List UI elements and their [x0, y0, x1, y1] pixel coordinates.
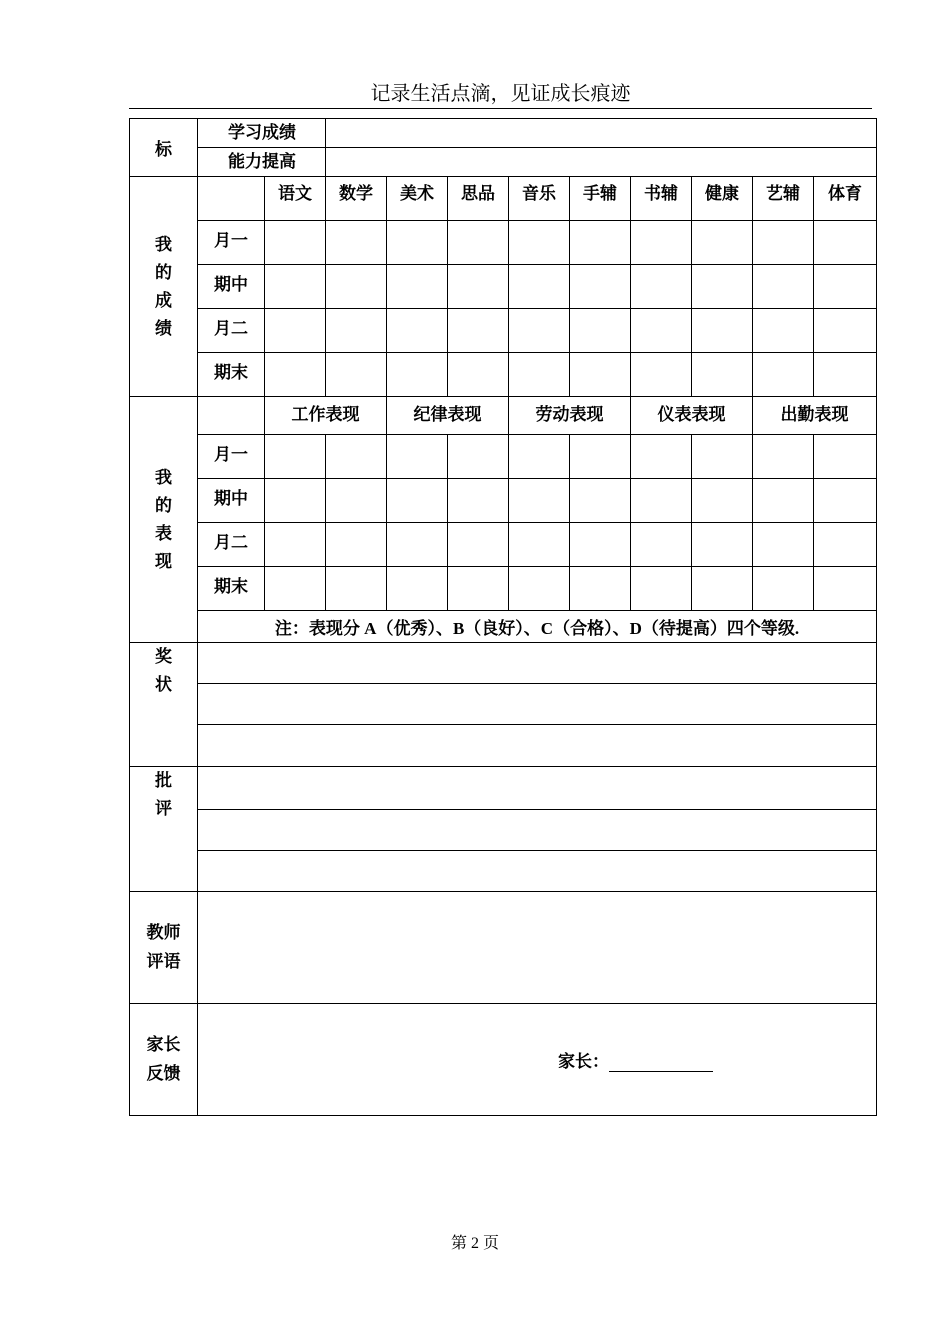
- grade-cell[interactable]: [753, 221, 814, 265]
- performance-cell[interactable]: [326, 523, 387, 567]
- performance-cell[interactable]: [326, 567, 387, 611]
- performance-row: [130, 567, 877, 611]
- performance-row: [130, 523, 877, 567]
- grade-cell[interactable]: [570, 265, 631, 309]
- performance-category-header: 纪律表现: [387, 397, 509, 435]
- performance-row: [130, 479, 877, 523]
- goal-field-study[interactable]: [326, 119, 877, 148]
- grade-cell[interactable]: [814, 265, 877, 309]
- performance-category-header: 劳动表现: [509, 397, 631, 435]
- performance-category-header: 仪表表现: [631, 397, 753, 435]
- performance-cell[interactable]: [387, 479, 448, 523]
- performance-cell[interactable]: [448, 435, 509, 479]
- growth-record-table: [129, 118, 877, 1116]
- subject-header: 健康: [692, 177, 753, 221]
- performance-cell[interactable]: [265, 523, 326, 567]
- grade-cell[interactable]: [326, 265, 387, 309]
- grade-cell[interactable]: [509, 353, 570, 397]
- performance-cell[interactable]: [265, 479, 326, 523]
- performance-cell[interactable]: [570, 523, 631, 567]
- grade-cell[interactable]: [631, 265, 692, 309]
- grade-cell[interactable]: [570, 221, 631, 265]
- subject-header: 体育: [814, 177, 877, 221]
- performance-header-row: [130, 397, 877, 435]
- grade-cell[interactable]: [509, 265, 570, 309]
- grade-row: [130, 265, 877, 309]
- awards-section-label: 奖状: [130, 643, 198, 767]
- grade-cell[interactable]: [692, 265, 753, 309]
- performance-cell[interactable]: [692, 567, 753, 611]
- subject-header: 音乐: [509, 177, 570, 221]
- criticism-line[interactable]: [198, 851, 877, 892]
- parent-signature-label: 家长：: [558, 1052, 609, 1072]
- criticism-row: [130, 810, 877, 851]
- grade-cell[interactable]: [326, 309, 387, 353]
- performance-cell[interactable]: [814, 479, 877, 523]
- grade-cell[interactable]: [265, 353, 326, 397]
- performance-note-row: [130, 611, 877, 643]
- subject-header: 美术: [387, 177, 448, 221]
- grade-cell[interactable]: [387, 265, 448, 309]
- goal-row-study: [130, 119, 877, 148]
- grade-cell[interactable]: [509, 309, 570, 353]
- performance-cell[interactable]: [387, 435, 448, 479]
- performance-row: [130, 435, 877, 479]
- performance-cell[interactable]: [753, 479, 814, 523]
- performance-cell[interactable]: [509, 567, 570, 611]
- awards-line[interactable]: [198, 643, 877, 684]
- goal-field-ability[interactable]: [326, 148, 877, 177]
- grade-cell[interactable]: [387, 221, 448, 265]
- performance-cell[interactable]: [631, 523, 692, 567]
- grade-cell[interactable]: [326, 221, 387, 265]
- goal-row-ability: [130, 148, 877, 177]
- parent-feedback-row: [130, 1004, 877, 1116]
- teacher-comment-field[interactable]: [198, 892, 877, 1004]
- awards-row: [130, 643, 877, 684]
- grade-cell[interactable]: [326, 353, 387, 397]
- grades-corner-cell: [198, 177, 265, 221]
- performance-cell[interactable]: [387, 567, 448, 611]
- awards-row: [130, 684, 877, 725]
- grade-cell[interactable]: [387, 353, 448, 397]
- criticism-line[interactable]: [198, 767, 877, 810]
- performance-cell[interactable]: [509, 523, 570, 567]
- period-label: 期中: [198, 265, 265, 309]
- period-label: 月一: [198, 435, 265, 479]
- period-label: 月二: [198, 523, 265, 567]
- parent-signature-line[interactable]: [609, 1053, 713, 1072]
- grade-cell[interactable]: [265, 265, 326, 309]
- teacher-comment-label: 教师 评语: [130, 892, 198, 1004]
- awards-line[interactable]: [198, 725, 877, 767]
- grade-cell[interactable]: [692, 221, 753, 265]
- grade-cell[interactable]: [692, 353, 753, 397]
- performance-cell[interactable]: [753, 435, 814, 479]
- performance-section-label: 我的表现: [130, 397, 198, 643]
- awards-row: [130, 725, 877, 767]
- grade-cell[interactable]: [265, 309, 326, 353]
- grade-cell[interactable]: [570, 353, 631, 397]
- period-label: 期末: [198, 567, 265, 611]
- performance-cell[interactable]: [753, 523, 814, 567]
- grade-cell[interactable]: [631, 353, 692, 397]
- subject-header: 艺辅: [753, 177, 814, 221]
- period-label: 月一: [198, 221, 265, 265]
- criticism-section-label: 批评: [130, 767, 198, 892]
- grade-cell[interactable]: [265, 221, 326, 265]
- performance-cell[interactable]: [326, 435, 387, 479]
- performance-cell[interactable]: [448, 523, 509, 567]
- performance-cell[interactable]: [387, 523, 448, 567]
- grade-row: [130, 309, 877, 353]
- performance-cell[interactable]: [448, 479, 509, 523]
- period-label: 期末: [198, 353, 265, 397]
- performance-cell[interactable]: [448, 567, 509, 611]
- teacher-comment-row: [130, 892, 877, 1004]
- performance-cell[interactable]: [814, 523, 877, 567]
- performance-cell[interactable]: [631, 479, 692, 523]
- performance-cell[interactable]: [753, 567, 814, 611]
- performance-cell[interactable]: [570, 435, 631, 479]
- page-number: 第 2 页: [450, 1235, 499, 1252]
- subject-header: 数学: [326, 177, 387, 221]
- performance-cell[interactable]: [570, 567, 631, 611]
- performance-cell[interactable]: [631, 567, 692, 611]
- performance-category-header: 出勤表现: [753, 397, 877, 435]
- performance-corner-cell: [198, 397, 265, 435]
- subject-header: 书辅: [631, 177, 692, 221]
- page-title: 记录生活点滴，见证成长痕迹: [370, 81, 631, 105]
- performance-cell[interactable]: [631, 435, 692, 479]
- performance-cell[interactable]: [814, 567, 877, 611]
- grades-header-row: [130, 177, 877, 221]
- criticism-line[interactable]: [198, 810, 877, 851]
- grade-cell[interactable]: [509, 221, 570, 265]
- page-header: [129, 78, 872, 109]
- performance-cell[interactable]: [692, 479, 753, 523]
- goal-section-label: 标: [130, 119, 198, 177]
- performance-cell[interactable]: [326, 479, 387, 523]
- performance-cell[interactable]: [509, 479, 570, 523]
- performance-cell[interactable]: [570, 479, 631, 523]
- grade-cell[interactable]: [387, 309, 448, 353]
- grade-row: [130, 221, 877, 265]
- subject-header: 手辅: [570, 177, 631, 221]
- performance-cell[interactable]: [265, 567, 326, 611]
- goal-label-study: 学习成绩: [198, 119, 326, 148]
- performance-category-header: 工作表现: [265, 397, 387, 435]
- goal-label-ability: 能力提高: [198, 148, 326, 177]
- subject-header: 语文: [265, 177, 326, 221]
- performance-cell[interactable]: [509, 435, 570, 479]
- criticism-row: [130, 851, 877, 892]
- grade-cell[interactable]: [448, 309, 509, 353]
- period-label: 期中: [198, 479, 265, 523]
- subject-header: 思品: [448, 177, 509, 221]
- grade-cell[interactable]: [448, 221, 509, 265]
- criticism-row: [130, 767, 877, 810]
- parent-feedback-label: 家长 反馈: [130, 1004, 198, 1116]
- grade-cell[interactable]: [814, 221, 877, 265]
- period-label: 月二: [198, 309, 265, 353]
- grade-cell[interactable]: [753, 309, 814, 353]
- grade-row: [130, 353, 877, 397]
- grade-cell[interactable]: [448, 353, 509, 397]
- grade-cell[interactable]: [570, 309, 631, 353]
- grade-cell[interactable]: [448, 265, 509, 309]
- grade-cell[interactable]: [631, 221, 692, 265]
- grades-section-label: 我的成绩: [130, 177, 198, 397]
- awards-line[interactable]: [198, 684, 877, 725]
- grading-note: 注：表现分 A（优秀）、B（良好）、C（合格）、D（待提高）四个等级.: [198, 611, 877, 643]
- grade-cell[interactable]: [753, 265, 814, 309]
- grade-cell[interactable]: [692, 309, 753, 353]
- grade-cell[interactable]: [814, 309, 877, 353]
- grade-cell[interactable]: [814, 353, 877, 397]
- performance-cell[interactable]: [692, 523, 753, 567]
- parent-feedback-field[interactable]: [198, 1004, 877, 1116]
- performance-cell[interactable]: [814, 435, 877, 479]
- performance-cell[interactable]: [692, 435, 753, 479]
- grade-cell[interactable]: [753, 353, 814, 397]
- performance-cell[interactable]: [265, 435, 326, 479]
- grade-cell[interactable]: [631, 309, 692, 353]
